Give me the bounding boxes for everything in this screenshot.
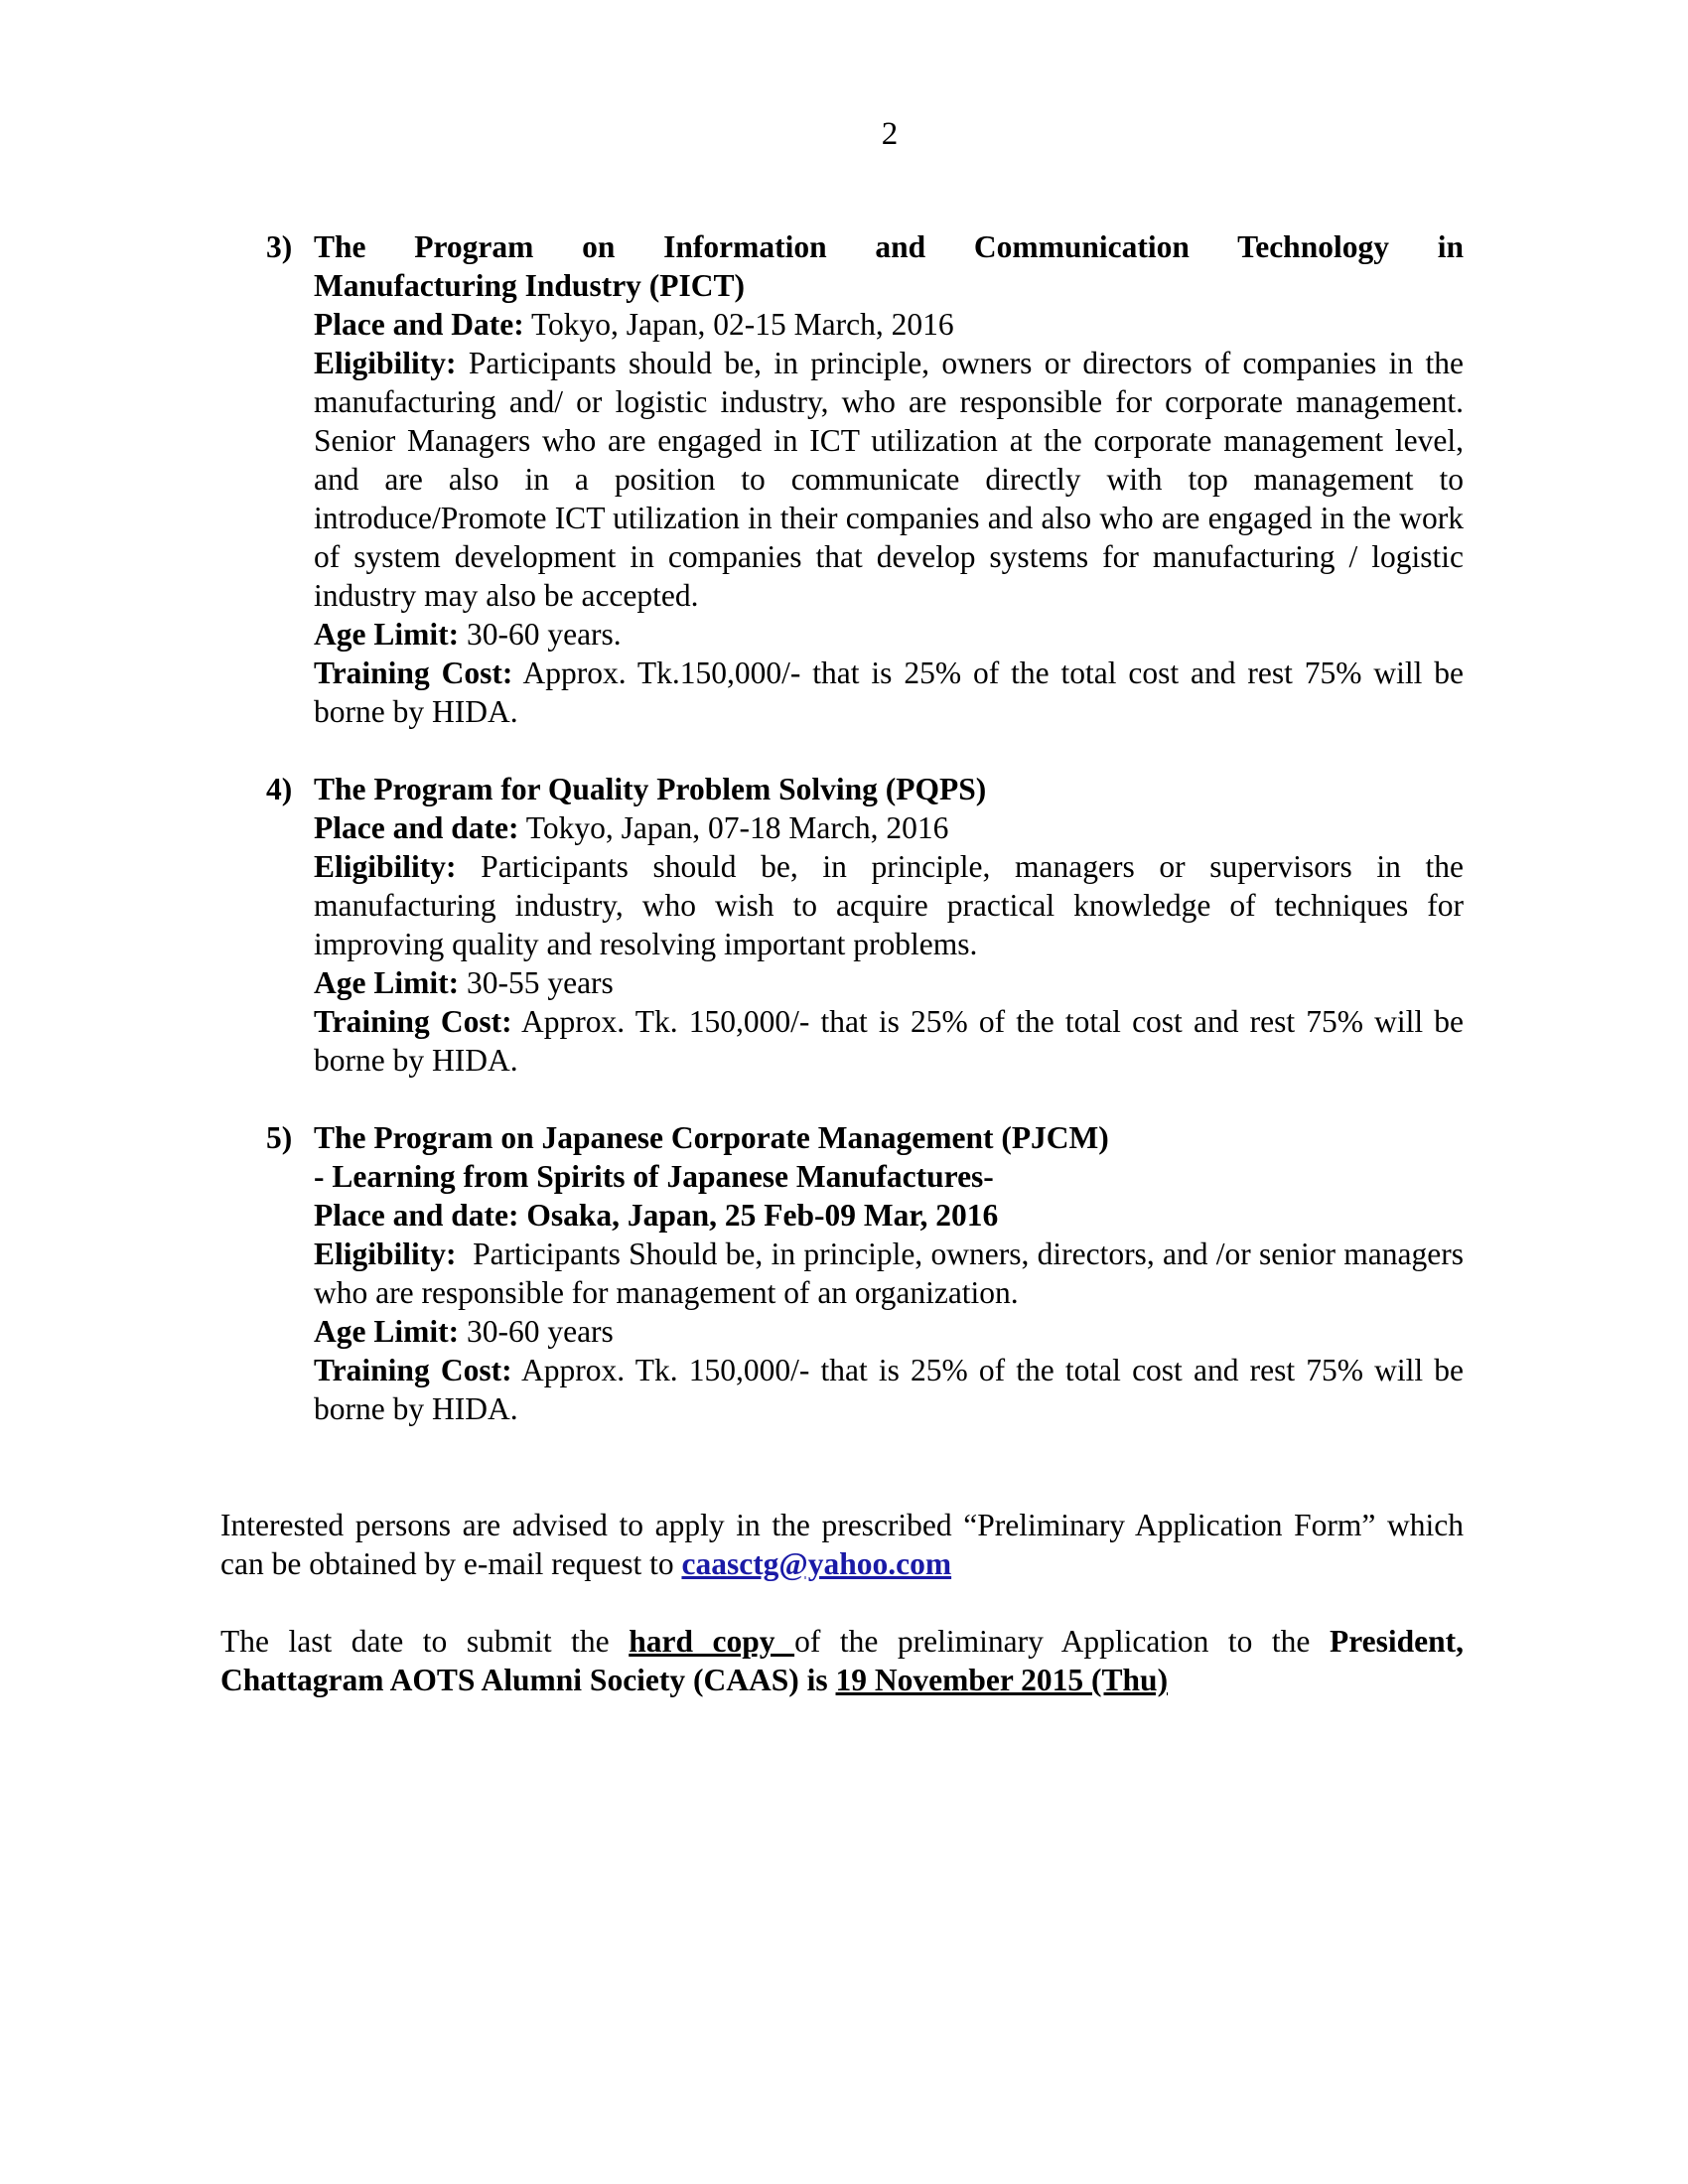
- place-label: Place and Date:: [314, 307, 524, 342]
- recipient: President, Chattagram AOTS Alumni Society (CAAS) is: [220, 1624, 1464, 1697]
- eligibility-text: Participants should be, in principle, managers or supervisors in the manufacturing industry, who wish to acquire practical knowledge of techniques for improving quality and resolving important problems.: [314, 849, 1464, 961]
- place-and-date: Place and date: Osaka, Japan, 25 Feb-09 Mar, 2016: [314, 1198, 999, 1233]
- age-value: 30-60 years: [459, 1314, 614, 1349]
- cost-value: Approx. Tk. 150,000/- that is 25% of the total cost and rest 75% will be borne by HIDA.: [314, 1004, 1464, 1078]
- age-limit: [314, 963, 1464, 1002]
- age-limit: [314, 615, 1464, 654]
- deadline-date: 19 November 2015 (Thu): [835, 1663, 1169, 1697]
- eligibility-label: Eligibility:: [314, 1237, 457, 1271]
- program-item-pict: [220, 227, 1464, 731]
- age-value: 30-60 years.: [459, 617, 622, 652]
- program-title-continued: Manufacturing Industry (PICT): [314, 268, 746, 303]
- training-cost: [314, 1351, 1464, 1428]
- eligibility-label: Eligibility:: [314, 346, 457, 380]
- program-item-pqps: [220, 770, 1464, 1080]
- item-number: 5): [266, 1120, 293, 1155]
- place-and-date: [314, 305, 1464, 344]
- program-title: The Program on Japanese Corporate Management (PJCM): [314, 1120, 1109, 1155]
- age-limit: [314, 1312, 1464, 1351]
- place-label: Place and date:: [314, 810, 519, 845]
- age-label: Age Limit:: [314, 1314, 460, 1349]
- deadline-text-continued: of the preliminary Application to the: [794, 1624, 1330, 1659]
- eligibility: [314, 344, 1464, 615]
- age-value: 30-55 years: [459, 965, 614, 1000]
- program-item-pjcm: [220, 1118, 1472, 1428]
- item-number: 3): [266, 229, 293, 264]
- item-number: 4): [266, 772, 293, 806]
- program-title: The Program for Quality Problem Solving (PQPS): [314, 772, 987, 806]
- age-label: Age Limit:: [314, 965, 460, 1000]
- place-and-date: [314, 808, 1464, 847]
- age-label: Age Limit:: [314, 617, 460, 652]
- cost-label: Training Cost:: [314, 1004, 512, 1039]
- eligibility-label: Eligibility:: [314, 849, 457, 884]
- deadline-notice: [220, 1622, 1464, 1699]
- cost-label: Training Cost:: [314, 1353, 512, 1387]
- place-value: Tokyo, Japan, 07-18 March, 2016: [518, 810, 949, 845]
- document-body: [220, 227, 1472, 1699]
- email-link[interactable]: caasctg@yahoo.com: [681, 1546, 952, 1581]
- apply-instructions: [220, 1506, 1464, 1583]
- page-number: 2: [881, 116, 899, 152]
- hard-copy-emphasis: hard copy: [629, 1624, 795, 1659]
- cost-label: Training Cost:: [314, 655, 513, 690]
- training-cost: [314, 654, 1464, 731]
- eligibility: [314, 847, 1464, 963]
- cost-value: Approx. Tk. 150,000/- that is 25% of the total cost and rest 75% will be borne by HIDA.: [314, 1353, 1464, 1426]
- eligibility-text: Participants should be, in principle, owners or directors of companies in the manufacturing and/ or logistic industry, who are responsible for corporate management. Senior Managers who are engaged in ICT utilization at the corporate management level, and are also in a position to communicate directly with top management to introduce/Promote ICT utilization in their companies and also who are engaged in the work of system development in companies that develop systems for manufacturing / logistic industry may also be accepted.: [314, 346, 1464, 613]
- program-subtitle: - Learning from Spirits of Japanese Manufactures-: [314, 1159, 994, 1194]
- deadline-text: The last date to submit the: [220, 1624, 630, 1659]
- cost-value: Approx. Tk.150,000/- that is 25% of the total cost and rest 75% will be borne by HIDA.: [314, 655, 1464, 729]
- apply-text: Interested persons are advised to apply in the prescribed “Preliminary Application Form” which can be obtained by e-mail request to: [220, 1508, 1464, 1581]
- training-cost: [314, 1002, 1464, 1080]
- eligibility-text: Participants Should be, in principle, owners, directors, and /or senior managers who are responsible for management of an organization.: [314, 1237, 1472, 1310]
- eligibility: [314, 1235, 1472, 1312]
- place-value: Tokyo, Japan, 02-15 March, 2016: [523, 307, 954, 342]
- program-title: The Program on Information and Communication Technology in: [314, 229, 1464, 264]
